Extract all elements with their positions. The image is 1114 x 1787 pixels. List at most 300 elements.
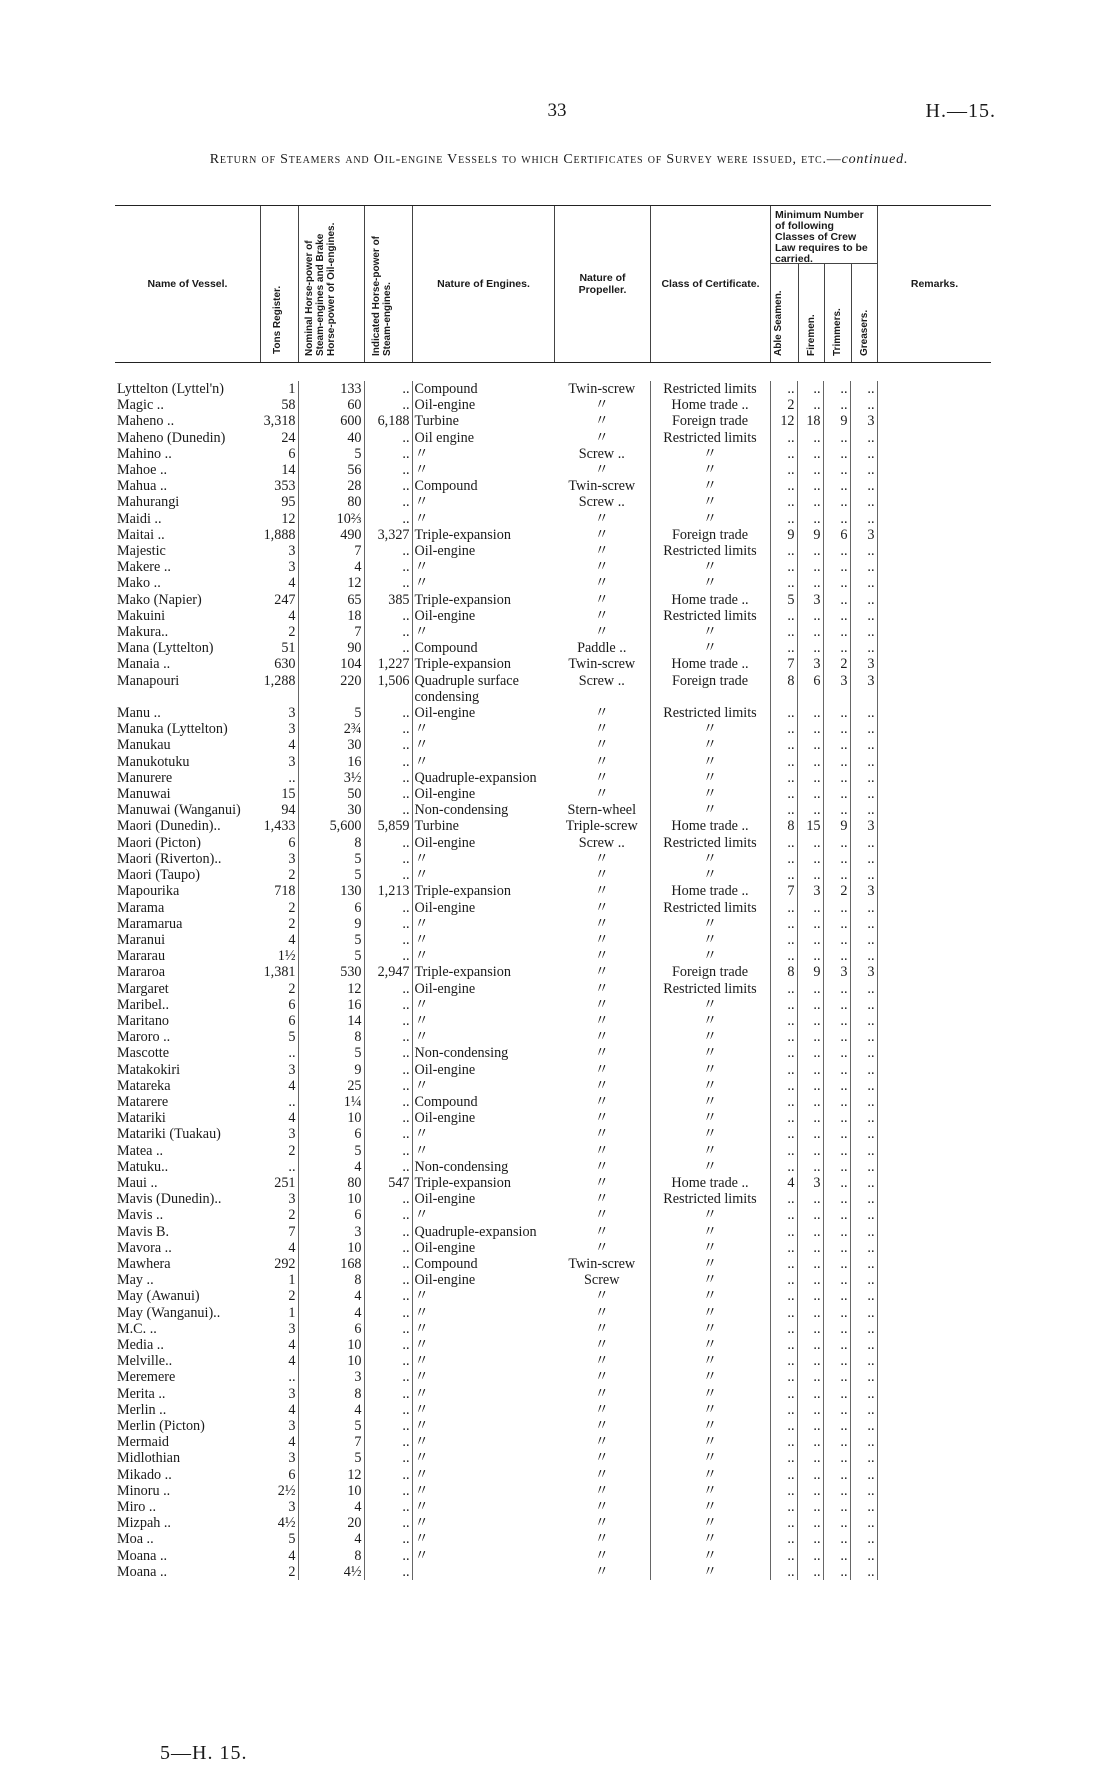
- table-row: [115, 1450, 991, 1466]
- propeller-type: 〃: [594, 1045, 609, 1062]
- greasers: ..: [850, 851, 877, 867]
- nominal-hp: 50: [298, 786, 364, 802]
- greasers: ..: [850, 1418, 877, 1434]
- trimmers: ..: [823, 381, 850, 397]
- engine-type: Oil-engine: [414, 1191, 476, 1208]
- greasers: ..: [850, 1564, 877, 1580]
- remarks: [877, 1434, 991, 1450]
- table-row: [115, 1321, 991, 1337]
- tons-register: 1,288: [260, 673, 298, 705]
- engine-type: 〃: [414, 1547, 429, 1564]
- trimmers: ..: [823, 608, 850, 624]
- firemen: ..: [797, 1353, 823, 1369]
- greasers: ..: [850, 1369, 877, 1385]
- tons-register: ..: [260, 1045, 298, 1061]
- certificate-class: 〃: [650, 1467, 770, 1483]
- vessel-name: Manu ..: [117, 705, 161, 722]
- header-trimmers: [824, 264, 851, 362]
- title-text: Return of Steamers and Oil-engine Vessels to which Certificates of Survey were issued, etc.—: [209, 152, 842, 167]
- engine-type: Compound: [414, 1255, 478, 1272]
- firemen: 9: [797, 964, 823, 980]
- greasers: 3: [850, 883, 877, 899]
- tons-register: 1½: [260, 948, 298, 964]
- remarks: [877, 900, 991, 916]
- firemen: ..: [797, 511, 823, 527]
- greasers: ..: [850, 462, 877, 478]
- trimmers: ..: [823, 932, 850, 948]
- tons-register: 1: [260, 381, 298, 397]
- indicated-hp: ..: [364, 1483, 412, 1499]
- table-row: [115, 1434, 991, 1450]
- able-seamen: ..: [770, 851, 797, 867]
- table-row: [115, 1531, 991, 1547]
- certificate-class: Foreign trade: [650, 673, 770, 705]
- certificate-class: 〃: [650, 1078, 770, 1094]
- trimmers: ..: [823, 835, 850, 851]
- indicated-hp: 1,506: [364, 673, 412, 705]
- able-seamen: ..: [770, 737, 797, 753]
- able-seamen: ..: [770, 1013, 797, 1029]
- indicated-hp: ..: [364, 1094, 412, 1110]
- propeller-type: 〃: [594, 948, 609, 965]
- certificate-class: 〃: [650, 851, 770, 867]
- firemen: 3: [797, 656, 823, 672]
- tons-register: 2: [260, 916, 298, 932]
- indicated-hp: 6,188: [364, 413, 412, 429]
- tons-register: 6: [260, 1467, 298, 1483]
- header-remarks: [877, 206, 991, 362]
- tons-register: 7: [260, 1224, 298, 1240]
- able-seamen: ..: [770, 511, 797, 527]
- vessel-name: Mahino ..: [117, 445, 172, 462]
- remarks: [877, 786, 991, 802]
- greasers: ..: [850, 981, 877, 997]
- certificate-class: Restricted limits: [650, 1191, 770, 1207]
- firemen: ..: [797, 478, 823, 494]
- vessel-name: Maranui: [117, 931, 166, 948]
- certificate-class: 〃: [650, 754, 770, 770]
- able-seamen: ..: [770, 1045, 797, 1061]
- remarks: [877, 1094, 991, 1110]
- vessel-name: Mahua ..: [117, 478, 168, 495]
- nominal-hp: 5: [298, 705, 364, 721]
- tons-register: 2: [260, 1288, 298, 1304]
- vessel-name: Mako ..: [117, 575, 161, 592]
- remarks: [877, 770, 991, 786]
- greasers: ..: [850, 1029, 877, 1045]
- trimmers: ..: [823, 559, 850, 575]
- certificate-class: 〃: [650, 932, 770, 948]
- remarks: [877, 1159, 991, 1175]
- greasers: ..: [850, 1450, 877, 1466]
- header-nominal-hp-label: Nominal Horse-power of Steam-engines and Brake Horse-power of Oil-engines.: [304, 222, 337, 356]
- indicated-hp: ..: [364, 1499, 412, 1515]
- remarks: [877, 1369, 991, 1385]
- engine-type: 〃: [414, 1320, 429, 1337]
- firemen: ..: [797, 1094, 823, 1110]
- indicated-hp: ..: [364, 867, 412, 883]
- trimmers: ..: [823, 462, 850, 478]
- tons-register: 6: [260, 1013, 298, 1029]
- indicated-hp: 385: [364, 592, 412, 608]
- propeller-type: 〃: [594, 559, 609, 576]
- greasers: ..: [850, 1337, 877, 1353]
- propeller-type: 〃: [594, 1061, 609, 1078]
- tons-register: 4: [260, 1402, 298, 1418]
- firemen: ..: [797, 835, 823, 851]
- greasers: ..: [850, 1159, 877, 1175]
- nominal-hp: 4: [298, 559, 364, 575]
- trimmers: ..: [823, 640, 850, 656]
- tons-register: 4: [260, 932, 298, 948]
- able-seamen: ..: [770, 900, 797, 916]
- greasers: ..: [850, 916, 877, 932]
- nominal-hp: 9: [298, 916, 364, 932]
- certificate-class: 〃: [650, 1321, 770, 1337]
- vessel-name: Maramarua: [117, 915, 183, 932]
- tons-register: 3: [260, 1418, 298, 1434]
- propeller-type: 〃: [594, 591, 609, 608]
- trimmers: ..: [823, 1450, 850, 1466]
- header-certificate: [650, 206, 770, 362]
- greasers: ..: [850, 1386, 877, 1402]
- remarks: [877, 754, 991, 770]
- tons-register: ..: [260, 770, 298, 786]
- tons-register: 2½: [260, 1483, 298, 1499]
- firemen: ..: [797, 1321, 823, 1337]
- able-seamen: ..: [770, 1386, 797, 1402]
- header-indicated-hp-label: Indicated Horse-power of Steam-engines.: [371, 235, 393, 356]
- certificate-class: Home trade ..: [650, 397, 770, 413]
- trimmers: ..: [823, 705, 850, 721]
- tons-register: 3: [260, 559, 298, 575]
- vessel-name: Merlin ..: [117, 1401, 167, 1418]
- certificate-class: Restricted limits: [650, 430, 770, 446]
- propeller-type: 〃: [594, 1563, 609, 1580]
- trimmers: ..: [823, 1143, 850, 1159]
- greasers: ..: [850, 1305, 877, 1321]
- header-able-seamen: [771, 264, 798, 362]
- certificate-class: 〃: [650, 802, 770, 818]
- table-row: [115, 1191, 991, 1207]
- remarks: [877, 673, 991, 705]
- nominal-hp: 12: [298, 981, 364, 997]
- footer-reference: 5—H. 15.: [160, 1742, 248, 1764]
- indicated-hp: ..: [364, 802, 412, 818]
- engine-type: Triple-expansion: [414, 1174, 511, 1191]
- firemen: ..: [797, 543, 823, 559]
- greasers: ..: [850, 430, 877, 446]
- nominal-hp: 6: [298, 1207, 364, 1223]
- table-row: [115, 1337, 991, 1353]
- remarks: [877, 883, 991, 899]
- propeller-type: 〃: [594, 1223, 609, 1240]
- engine-type: 〃: [414, 1466, 429, 1483]
- firemen: 3: [797, 1175, 823, 1191]
- trimmers: ..: [823, 900, 850, 916]
- certificate-class: 〃: [650, 1013, 770, 1029]
- table-row: [115, 494, 991, 510]
- table-row: [115, 462, 991, 478]
- firemen: ..: [797, 1531, 823, 1547]
- vessel-name: Mermaid: [117, 1434, 170, 1451]
- vessel-name: Mascotte: [117, 1045, 170, 1062]
- indicated-hp: ..: [364, 430, 412, 446]
- able-seamen: ..: [770, 705, 797, 721]
- remarks: [877, 1386, 991, 1402]
- trimmers: ..: [823, 1078, 850, 1094]
- engine-type: Oil-engine: [414, 899, 476, 916]
- trimmers: 6: [823, 527, 850, 543]
- remarks: [877, 1402, 991, 1418]
- indicated-hp: ..: [364, 1159, 412, 1175]
- able-seamen: ..: [770, 754, 797, 770]
- trimmers: ..: [823, 981, 850, 997]
- able-seamen: ..: [770, 1369, 797, 1385]
- remarks: [877, 916, 991, 932]
- firemen: 15: [797, 818, 823, 834]
- engine-type: Oil-engine: [414, 786, 476, 803]
- nominal-hp: 16: [298, 754, 364, 770]
- greasers: ..: [850, 478, 877, 494]
- nominal-hp: 3: [298, 1369, 364, 1385]
- trimmers: ..: [823, 1369, 850, 1385]
- able-seamen: ..: [770, 494, 797, 510]
- header-tons: [260, 206, 298, 362]
- engine-type: 〃: [414, 1353, 429, 1370]
- trimmers: ..: [823, 737, 850, 753]
- firemen: ..: [797, 1337, 823, 1353]
- firemen: ..: [797, 494, 823, 510]
- nominal-hp: 104: [298, 656, 364, 672]
- firemen: ..: [797, 1159, 823, 1175]
- greasers: ..: [850, 397, 877, 413]
- firemen: ..: [797, 1143, 823, 1159]
- propeller-type: 〃: [594, 1174, 609, 1191]
- remarks: [877, 802, 991, 818]
- nominal-hp: 10: [298, 1110, 364, 1126]
- header-min-crew-label: Minimum Number of following Classes of Crew Law requires to be carried.: [771, 206, 877, 264]
- vessel-name: Maribel..: [117, 996, 170, 1013]
- header-propeller-label: Nature of Propeller.: [578, 272, 627, 296]
- tons-register: 4: [260, 1078, 298, 1094]
- indicated-hp: ..: [364, 446, 412, 462]
- trimmers: ..: [823, 802, 850, 818]
- table-row: [115, 1240, 991, 1256]
- nominal-hp: 8: [298, 1386, 364, 1402]
- firemen: ..: [797, 430, 823, 446]
- greasers: ..: [850, 802, 877, 818]
- firemen: ..: [797, 1240, 823, 1256]
- nominal-hp: 4½: [298, 1564, 364, 1580]
- table-row: [115, 948, 991, 964]
- certificate-class: 〃: [650, 1499, 770, 1515]
- indicated-hp: ..: [364, 543, 412, 559]
- certificate-class: 〃: [650, 1418, 770, 1434]
- propeller-type: 〃: [594, 1336, 609, 1353]
- trimmers: ..: [823, 867, 850, 883]
- able-seamen: ..: [770, 721, 797, 737]
- table-row: [115, 1564, 991, 1580]
- certificate-class: 〃: [650, 1029, 770, 1045]
- able-seamen: ..: [770, 1548, 797, 1564]
- greasers: ..: [850, 754, 877, 770]
- remarks: [877, 721, 991, 737]
- trimmers: ..: [823, 770, 850, 786]
- able-seamen: ..: [770, 1288, 797, 1304]
- able-seamen: ..: [770, 1094, 797, 1110]
- trimmers: ..: [823, 1207, 850, 1223]
- engine-type: Triple-expansion: [414, 964, 511, 981]
- trimmers: ..: [823, 1110, 850, 1126]
- propeller-type: 〃: [594, 1304, 609, 1321]
- trimmers: ..: [823, 1515, 850, 1531]
- vessel-name: Maheno (Dunedin): [117, 429, 226, 446]
- table-row: [115, 802, 991, 818]
- vessel-name: Maidi ..: [117, 510, 162, 527]
- table-row: [115, 413, 991, 429]
- propeller-type: 〃: [594, 624, 609, 641]
- table-row: [115, 1467, 991, 1483]
- able-seamen: ..: [770, 1564, 797, 1580]
- certificate-class: 〃: [650, 462, 770, 478]
- table-header: [115, 205, 991, 363]
- certificate-class: 〃: [650, 916, 770, 932]
- tons-register: 3: [260, 721, 298, 737]
- firemen: ..: [797, 1305, 823, 1321]
- trimmers: ..: [823, 916, 850, 932]
- able-seamen: ..: [770, 1483, 797, 1499]
- trimmers: ..: [823, 1159, 850, 1175]
- firemen: ..: [797, 575, 823, 591]
- certificate-class: 〃: [650, 1386, 770, 1402]
- remarks: [877, 640, 991, 656]
- vessel-name: Minoru ..: [117, 1482, 171, 1499]
- indicated-hp: ..: [364, 1078, 412, 1094]
- greasers: ..: [850, 932, 877, 948]
- engine-type: Quadruple-expansion: [414, 769, 537, 786]
- propeller-type: 〃: [594, 769, 609, 786]
- indicated-hp: ..: [364, 851, 412, 867]
- engine-type: Oil-engine: [414, 705, 476, 722]
- remarks: [877, 1078, 991, 1094]
- remarks: [877, 430, 991, 446]
- remarks: [877, 559, 991, 575]
- engine-type: 〃: [414, 1531, 429, 1548]
- nominal-hp: 25: [298, 1078, 364, 1094]
- certificate-class: Restricted limits: [650, 543, 770, 559]
- engine-type: 〃: [414, 753, 429, 770]
- vessel-name: Matariki (Tuakau): [117, 1126, 221, 1143]
- greasers: ..: [850, 575, 877, 591]
- indicated-hp: ..: [364, 1305, 412, 1321]
- vessel-name: Moana ..: [117, 1547, 168, 1564]
- trimmers: ..: [823, 1548, 850, 1564]
- propeller-type: 〃: [594, 413, 609, 430]
- vessel-name: Maitai ..: [117, 526, 165, 543]
- firemen: 9: [797, 527, 823, 543]
- firemen: ..: [797, 770, 823, 786]
- greasers: ..: [850, 1256, 877, 1272]
- nominal-hp: 4: [298, 1499, 364, 1515]
- firemen: ..: [797, 1272, 823, 1288]
- propeller-type: 〃: [594, 980, 609, 997]
- firemen: ..: [797, 1499, 823, 1515]
- remarks: [877, 835, 991, 851]
- greasers: ..: [850, 1272, 877, 1288]
- able-seamen: ..: [770, 1062, 797, 1078]
- indicated-hp: ..: [364, 1337, 412, 1353]
- vessel-name: Mapourika: [117, 883, 180, 900]
- engine-type: 〃: [414, 1142, 429, 1159]
- engine-type: Oil-engine: [414, 1239, 476, 1256]
- table-row: [115, 851, 991, 867]
- table-row: [115, 1386, 991, 1402]
- certificate-class: 〃: [650, 624, 770, 640]
- nominal-hp: 28: [298, 478, 364, 494]
- firemen: ..: [797, 640, 823, 656]
- indicated-hp: ..: [364, 1224, 412, 1240]
- propeller-type: 〃: [594, 1482, 609, 1499]
- engine-type: 〃: [414, 1304, 429, 1321]
- trimmers: ..: [823, 721, 850, 737]
- indicated-hp: ..: [364, 1288, 412, 1304]
- tons-register: 3,318: [260, 413, 298, 429]
- propeller-type: 〃: [594, 883, 609, 900]
- firemen: ..: [797, 624, 823, 640]
- firemen: ..: [797, 1013, 823, 1029]
- nominal-hp: 220: [298, 673, 364, 705]
- remarks: [877, 462, 991, 478]
- header-engines-label: Nature of Engines.: [437, 278, 530, 290]
- tons-register: 2: [260, 981, 298, 997]
- vessel-name: Melville..: [117, 1353, 173, 1370]
- remarks: [877, 1224, 991, 1240]
- certificate-class: 〃: [650, 1062, 770, 1078]
- remarks: [877, 1418, 991, 1434]
- trimmers: ..: [823, 1191, 850, 1207]
- firemen: ..: [797, 1288, 823, 1304]
- propeller-type: Twin-screw: [568, 381, 636, 397]
- table-row: [115, 1078, 991, 1094]
- remarks: [877, 705, 991, 721]
- certificate-class: Home trade ..: [650, 656, 770, 672]
- vessel-name: Miro ..: [117, 1499, 157, 1516]
- engine-type: Oil-engine: [414, 980, 476, 997]
- table-row: [115, 1110, 991, 1126]
- greasers: ..: [850, 640, 877, 656]
- firemen: ..: [797, 397, 823, 413]
- tons-register: 4: [260, 1434, 298, 1450]
- greasers: ..: [850, 446, 877, 462]
- nominal-hp: 8: [298, 1548, 364, 1564]
- nominal-hp: 5: [298, 1450, 364, 1466]
- tons-register: 2: [260, 1207, 298, 1223]
- certificate-class: 〃: [650, 1207, 770, 1223]
- indicated-hp: ..: [364, 1191, 412, 1207]
- certificate-class: 〃: [650, 1045, 770, 1061]
- tons-register: 247: [260, 592, 298, 608]
- certificate-class: 〃: [650, 1515, 770, 1531]
- table-row: [115, 511, 991, 527]
- certificate-class: 〃: [650, 1483, 770, 1499]
- tons-register: 4½: [260, 1515, 298, 1531]
- certificate-class: Home trade ..: [650, 1175, 770, 1191]
- greasers: ..: [850, 1531, 877, 1547]
- indicated-hp: ..: [364, 770, 412, 786]
- indicated-hp: ..: [364, 721, 412, 737]
- table-row: [115, 1062, 991, 1078]
